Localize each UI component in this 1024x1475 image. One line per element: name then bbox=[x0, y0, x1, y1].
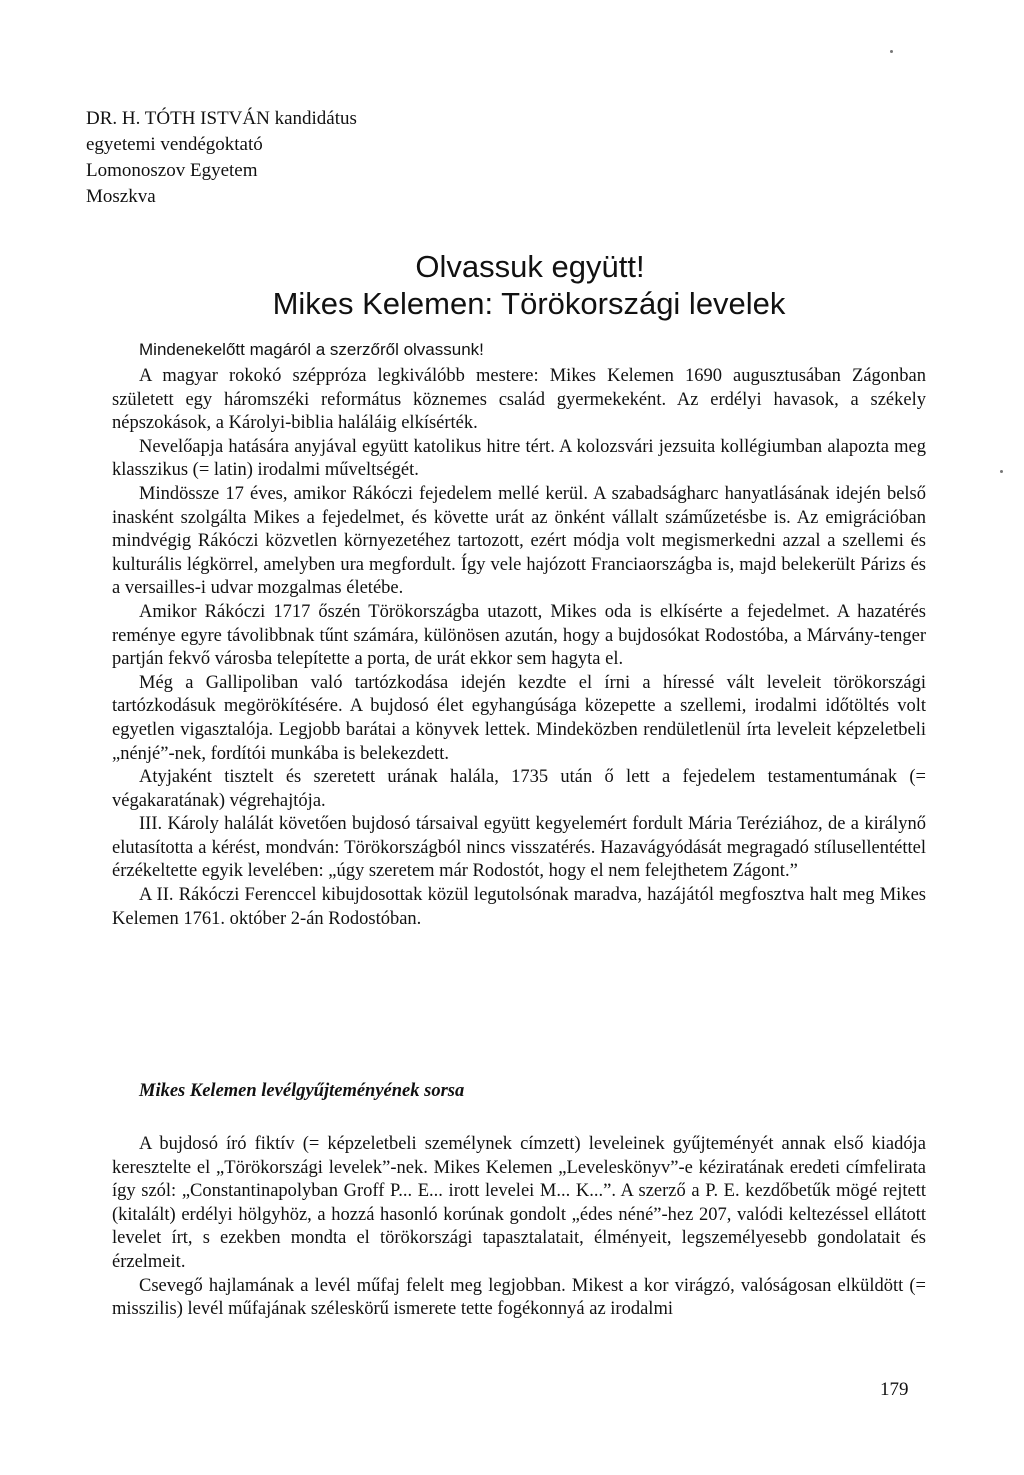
author-name: DR. H. TÓTH ISTVÁN kandidátus bbox=[86, 108, 357, 129]
article-title bbox=[0, 248, 1024, 322]
intro-line: Mindenekelőtt magáról a szerzőről olvassunk! bbox=[139, 340, 484, 359]
author-university: Lomonoszov Egyetem bbox=[86, 160, 258, 181]
paragraph: A II. Rákóczi Ferenccel kibujdosottak közül legutolsónak maradva, hazájától megfosztva halt meg Mikes Kelemen 1761. október 2-án Rodostóban. bbox=[112, 885, 926, 929]
paragraph: Mindössze 17 éves, amikor Rákóczi fejedelem mellé kerül. A szabadságharc hanyatlásának idején belső inasként szolgálta Mikes a fejedelmet, és követte urát az önként vállalt száműzetésbe is. Az emigrációban mindvégig Rákóczi közvetlen környezetéhez tartozott, ezért módja volt megismerkedni azzal a szellemi és kulturális légkörrel, amelyben ura megfordult. Így vele hajózott Franciaországba is, majd belekerült Párizs és a versailles-i udvar mozgalmas életébe. bbox=[112, 483, 926, 599]
section-heading: Mikes Kelemen levélgyűjteményének sorsa bbox=[139, 1081, 465, 1101]
author-block bbox=[86, 106, 357, 210]
scan-speck bbox=[890, 50, 893, 53]
paragraph: A magyar rokokó széppróza legkiválóbb mestere: Mikes Kelemen 1690 augusztusában Zágonban született egy háromszéki református köznemes család gyermekeként. Az erdélyi havasok, a székely népszokások, a Károlyi-biblia haláláig elkísérték. bbox=[112, 366, 926, 434]
paragraph: III. Károly halálát követően bujdosó társaival együtt kegyelemért fordult Mária Teréziához, de a királynő elutasította a kérést, mondván: Törökországból nincs visszatérés. Hazavágyódását megragadó stílusellentéttel érzékeltette egyik levelében: „úgy szeretem már Rodostót, hogy el nem felejthetem Zágont.” bbox=[112, 814, 926, 882]
paragraph: Csevegő hajlamának a levél műfaj felelt meg legjobban. Mikest a kor virágzó, valóságosan elküldött (= misszilis) levél műfajának széleskörű ismerete tette fogékonnyá az irodalmi bbox=[112, 1275, 926, 1320]
title-line-1: Olvassuk együtt! bbox=[415, 249, 645, 284]
paragraph: Még a Gallipoliban való tartózkodása idején kezdte el írni a híressé vált leveleit törökországi tartózkodásuk megörökítésére. A bujdosó élet egyhangúsága közepette a szellemi, irodalmi időtöltés volt egyetlen vigasztalója. Legjobb barátai a könyvek lettek. Mindeközben rendületlenül írta leveleit képzeletbeli „nénjé”-nek, fordítói munkába is belekezdett. bbox=[112, 672, 926, 764]
section-2-body bbox=[112, 1133, 926, 1322]
paragraph: Atyjaként tisztelt és szeretett urának halála, 1735 után ő lett a fejedelem testamentumának (= végakaratának) végrehajtója. bbox=[112, 767, 926, 811]
paragraph: Amikor Rákóczi 1717 őszén Törökországba utazott, Mikes oda is elkísérte a fejedelmet. A hazatérés reménye egyre távolibbnak tűnt számára, különösen azután, hogy a bujdosókat Rodostóba, a Márvány-tenger partján fekvő városba telepítette a porta, de urát ekkor sem hagyta el. bbox=[112, 601, 926, 670]
author-position: egyetemi vendégoktató bbox=[86, 134, 263, 155]
paragraph: Nevelőapja hatására anyjával együtt katolikus hitre tért. A kolozsvári jezsuita kollégiumban alapozta meg klasszikus (= latin) irodalmi műveltségét. bbox=[112, 436, 926, 481]
page-number: 179 bbox=[880, 1379, 909, 1400]
paragraph: A bujdosó író fiktív (= képzeletbeli személynek címzett) leveleinek gyűjteményét annak első kiadója keresztelte el „Törökországi levelek”-nek. Mikes Kelemen „Leveleskönyv”-e kéziratának eredeti címfelirata így szól: „Constantinapolyban Groff P... E... irott levelei M... K...”. A szerző a P. E. kezdőbetűk mögé rejtett (kitalált) erdélyi hölgyhöz, a hozzá hasonló korúnak gondolt „édes néné”-hez 207, valódi keltezéssel ellátott levelet írt, s ezekben mondta el törökországi tapasztalatait, élményeit, legszemélyesebb gondolatait és érzelmeit. bbox=[112, 1134, 926, 1272]
section-1-body bbox=[112, 365, 926, 931]
scan-speck bbox=[1000, 470, 1003, 473]
title-line-2: Mikes Kelemen: Törökországi levelek bbox=[272, 286, 786, 321]
author-city: Moszkva bbox=[86, 186, 156, 207]
